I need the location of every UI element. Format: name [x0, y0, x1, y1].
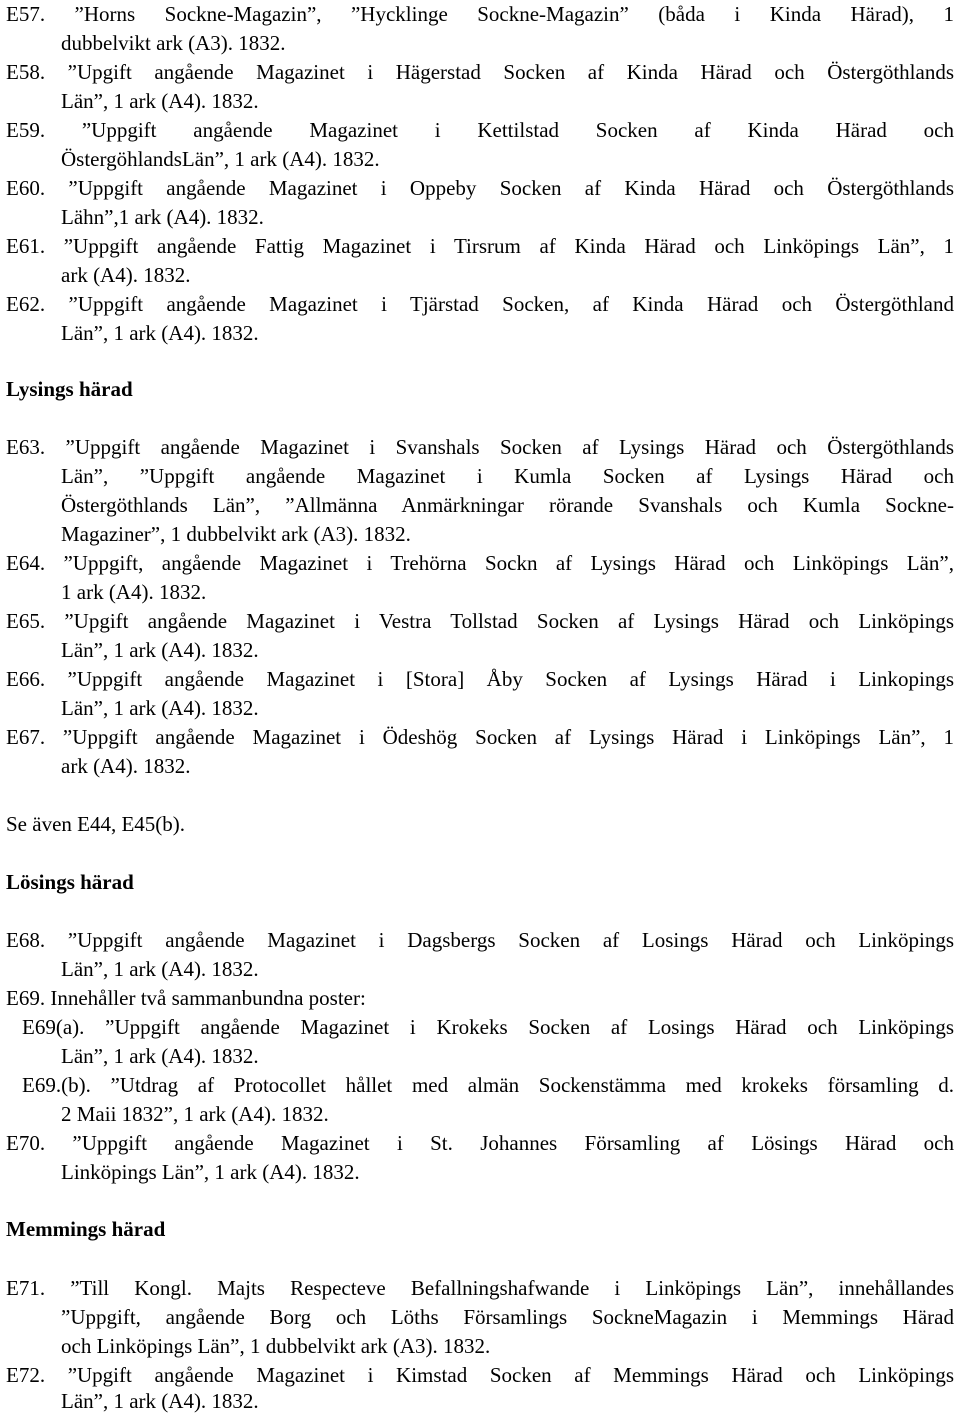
entry-line: E72. ”Upgift angående Magazinet i Kimstad Socken af Memmings Härad och Linköpings [6, 1363, 954, 1387]
entry-line: Län”, 1 ark (A4). 1832. [61, 89, 259, 113]
entry-line: ark (A4). 1832. [61, 263, 191, 287]
entry-line: E67. ”Uppgift angående Magazinet i Ödeshög Socken af Lysings Härad i Linköpings Län”, 1 [6, 725, 954, 749]
entry-line: ÖstergöhlandsLän”, 1 ark (A4). 1832. [61, 147, 380, 171]
entry-line: Magaziner”, 1 dubbelvikt ark (A3). 1832. [61, 522, 411, 546]
entry-line: Län”, 1 ark (A4). 1832. [61, 1389, 259, 1413]
entry-line: Län”, 1 ark (A4). 1832. [61, 696, 259, 720]
entry-line: Län”, 1 ark (A4). 1832. [61, 1044, 259, 1068]
entry-line: E58. ”Upgift angående Magazinet i Hägerstad Socken af Kinda Härad och Östergöthlands [6, 60, 954, 84]
entry-line: E66. ”Uppgift angående Magazinet i [Stora] Åby Socken af Lysings Härad i Linkopings [6, 667, 954, 691]
entry-line: E69. Innehåller två sammanbundna poster: [6, 986, 366, 1010]
entry-line: ”Uppgift, angående Borg och Löths Församlings SockneMagazin i Memmings Härad [61, 1305, 954, 1329]
section-heading-lysings: Lysings härad [6, 377, 133, 401]
section-heading-memmings: Memmings härad [6, 1217, 166, 1241]
entry-line: E65. ”Upgift angående Magazinet i Vestra Tollstad Socken af Lysings Härad och Linköpings [6, 609, 954, 633]
entry-line: E61. ”Uppgift angående Fattig Magazinet i Tirsrum af Kinda Härad och Linköpings Län”, 1 [6, 234, 954, 258]
entry-line: 1 ark (A4). 1832. [61, 580, 207, 604]
entry-line: E59. ”Uppgift angående Magazinet i Kettilstad Socken af Kinda Härad och [6, 118, 954, 142]
entry-line: E71. ”Till Kongl. Majts Respecteve Befallningshafwande i Linköpings Län”, innehållandes [6, 1276, 954, 1300]
entry-line: Län”, 1 ark (A4). 1832. [61, 957, 259, 981]
entry-line: E69.(b). ”Utdrag af Protocollet hållet med almän Sockenstämma med krokeks församling d. [22, 1073, 954, 1097]
section-heading-losings: Lösings härad [6, 870, 134, 894]
entry-line: Län”, 1 ark (A4). 1832. [61, 321, 259, 345]
entry-line: E70. ”Uppgift angående Magazinet i St. Johannes Församling af Lösings Härad och [6, 1131, 954, 1155]
see-also-note: Se även E44, E45(b). [6, 812, 186, 836]
entry-line: E62. ”Uppgift angående Magazinet i Tjärstad Socken, af Kinda Härad och Östergöthland [6, 292, 954, 316]
entry-line: Län”, 1 ark (A4). 1832. [61, 638, 259, 662]
entry-line: E68. ”Uppgift angående Magazinet i Dagsbergs Socken af Losings Härad och Linköpings [6, 928, 954, 952]
entry-line: E64. ”Uppgift, angående Magazinet i Trehörna Sockn af Lysings Härad och Linköpings Län”, [6, 551, 954, 575]
entry-line: dubbelvikt ark (A3). 1832. [61, 31, 286, 55]
entry-line: Östergöthlands Län”, ”Allmänna Anmärkningar rörande Svanshals och Kumla Sockne- [61, 493, 954, 517]
entry-line: ark (A4). 1832. [61, 754, 191, 778]
entry-line: och Linköpings Län”, 1 dubbelvikt ark (A3). 1832. [61, 1334, 491, 1358]
entry-line: E57. ”Horns Sockne-Magazin”, ”Hycklinge Sockne-Magazin” (båda i Kinda Härad), 1 [6, 2, 954, 26]
entry-line: E63. ”Uppgift angående Magazinet i Svanshals Socken af Lysings Härad och Östergöthlands [6, 435, 954, 459]
entry-line: 2 Maii 1832”, 1 ark (A4). 1832. [61, 1102, 329, 1126]
entry-line: Lähn”,1 ark (A4). 1832. [61, 205, 264, 229]
entry-line: E60. ”Uppgift angående Magazinet i Oppeby Socken af Kinda Härad och Östergöthlands [6, 176, 954, 200]
entry-line: Linköpings Län”, 1 ark (A4). 1832. [61, 1160, 360, 1184]
entry-line: Län”, ”Uppgift angående Magazinet i Kumla Socken af Lysings Härad och [61, 464, 954, 488]
entry-line: E69(a). ”Uppgift angående Magazinet i Krokeks Socken af Losings Härad och Linköpings [22, 1015, 954, 1039]
